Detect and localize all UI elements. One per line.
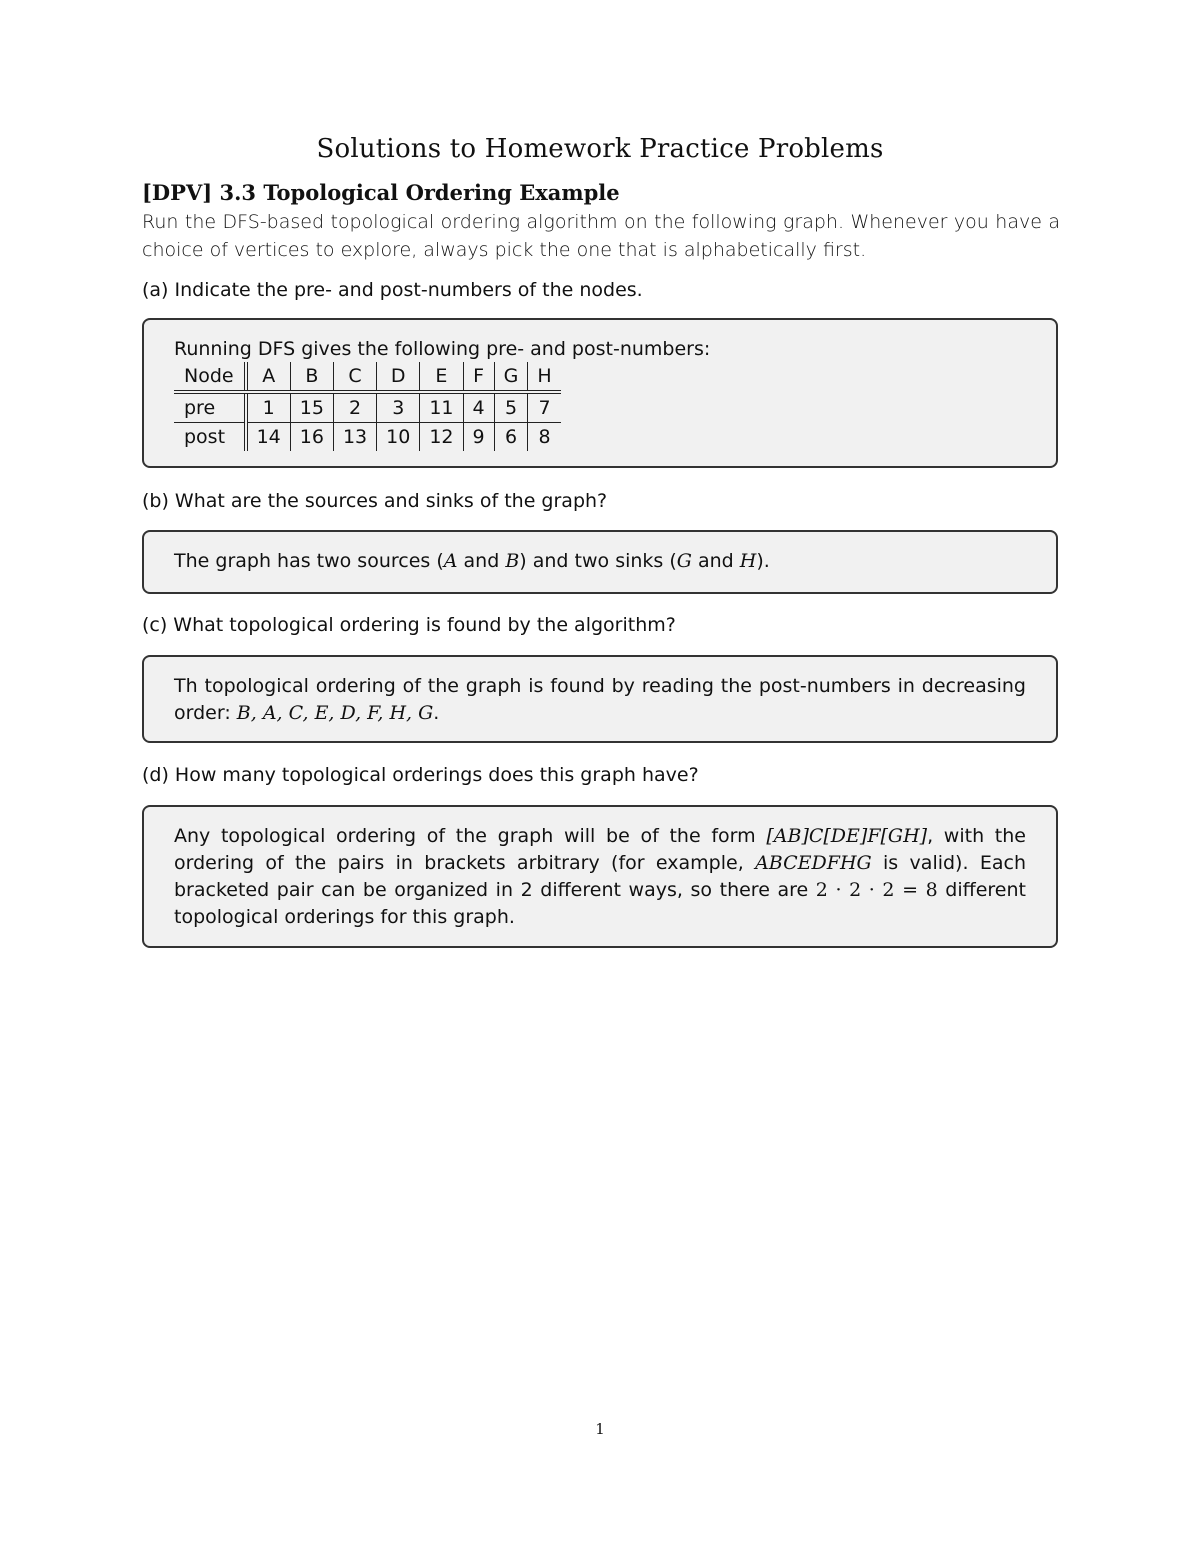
table-cell: C (333, 362, 376, 392)
table-cell: 11 (420, 392, 463, 423)
answer-box-c (142, 655, 1058, 743)
table-cell: 2 (333, 392, 376, 423)
answer-d-math: [AB]C[DE]F[GH] (766, 825, 928, 847)
table-cell: 7 (528, 392, 561, 423)
answer-box-d (142, 805, 1058, 948)
answer-box-a (142, 318, 1058, 468)
table-cell: 12 (420, 423, 463, 452)
answer-d-text: different topological orderings for this graph. (174, 879, 1026, 928)
answer-c-paragraph (174, 673, 1026, 727)
answer-c-math: B, A, C, E, D, F, H, G (236, 702, 434, 724)
table-cell: 15 (290, 392, 333, 423)
answer-a-intro: Running DFS gives the following pre- and post-numbers: (174, 338, 711, 360)
answer-d-math: 2 · 2 · 2 = 8 (815, 879, 938, 901)
answer-d-math: ABCEDFHG (755, 852, 872, 874)
answer-b-math: B (505, 550, 520, 572)
answer-d-paragraph (174, 823, 1026, 931)
question-c: (c) What topological ordering is found by the algorithm? (142, 614, 676, 636)
table-cell: 14 (246, 423, 291, 452)
table-cell: B (290, 362, 333, 392)
question-a: (a) Indicate the pre- and post-numbers of the nodes. (142, 279, 643, 301)
answer-b-text: The graph has two sources ( (174, 550, 444, 572)
table-cell: 10 (377, 423, 420, 452)
table-cell: Node (174, 362, 246, 392)
answer-b-text: ). (756, 550, 770, 572)
answer-b-math: H (739, 550, 757, 572)
table-cell: post (184, 425, 226, 448)
answer-d-text: Any topological ordering of the graph will be of the form (174, 825, 767, 847)
table-cell: 3 (377, 392, 420, 423)
answer-d-text: , with the ordering of the pairs in brackets arbitrary (for example, (174, 825, 1026, 874)
table-cell: E (420, 362, 463, 392)
pre-post-table (174, 362, 561, 451)
table-row-post (174, 423, 561, 452)
table-cell: 6 (494, 423, 528, 452)
table-cell: 16 (290, 423, 333, 452)
page-title: Solutions to Homework Practice Problems (316, 134, 884, 164)
table-cell: 1 (246, 392, 291, 423)
table-cell: A (246, 362, 291, 392)
problem-heading: [DPV] 3.3 Topological Ordering Example (142, 180, 620, 205)
table-cell: 5 (494, 392, 528, 423)
answer-box-b (142, 530, 1058, 594)
table-cell: pre (174, 392, 246, 423)
problem-intro: Run the DFS-based topological ordering algorithm on the following graph. Whenever you have a choice of vertices to explore, always pick the one that is alphabetically first. (142, 211, 1060, 261)
answer-b-math: G (676, 550, 692, 572)
table-cell: H (528, 362, 561, 392)
answer-d-text: is valid). Each bracketed pair can be organized in 2 different ways, so there are (174, 852, 1026, 901)
table-cell: D (377, 362, 420, 392)
table-header-row (174, 362, 561, 392)
question-d: (d) How many topological orderings does this graph have? (142, 764, 699, 786)
table-cell: F (463, 362, 494, 392)
answer-c-text: Th topological ordering of the graph is found by reading the post-numbers in decreasing order: (174, 675, 1026, 724)
answer-b-text: and (457, 550, 506, 572)
table-row-pre (174, 392, 561, 423)
question-b: (b) What are the sources and sinks of the graph? (142, 490, 608, 512)
table-cell: 9 (463, 423, 494, 452)
answer-c-text: . (433, 702, 440, 724)
page-number: 1 (595, 1420, 605, 1438)
answer-b-math: A (443, 550, 458, 572)
table-cell: G (494, 362, 528, 392)
table-cell: 13 (333, 423, 376, 452)
answer-b-text: and (691, 550, 740, 572)
answer-b-text: ) and two sinks ( (519, 550, 677, 572)
table-cell: 8 (528, 423, 561, 452)
table-cell: 4 (463, 392, 494, 423)
